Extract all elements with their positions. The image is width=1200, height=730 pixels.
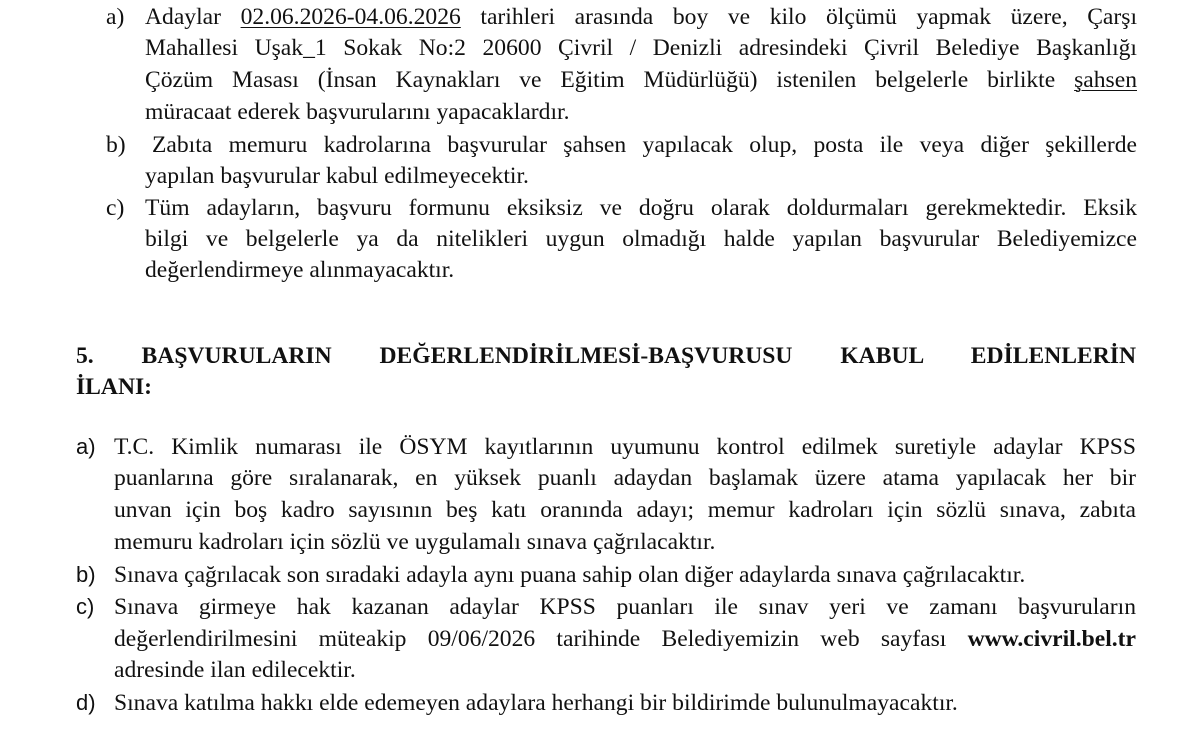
section-5-heading-line-1: 5. BAŞVURULARIN DEĞERLENDİRİLMESİ-BAŞVURUSU KABUL EDİLENLERİN [76, 343, 1136, 369]
item-5a-line-3: unvan için boş kadro sayısının beş katı oranında adayı; memur kadroları için sözlü sınava, zabıta [114, 497, 1136, 523]
item-4b-line-2: yapılan başvurular kabul edilmeyecektir. [145, 163, 529, 189]
item-4a-line-2: Mahallesi Uşak_1 Sokak No:2 20600 Çivril / Denizli adresindeki Çivril Belediye Başkanlığı [145, 35, 1137, 61]
item-5c-line-2: değerlendirilmesini müteakip 09/06/2026 tarihinde Belediyemizin web sayfası www.civril.bel.tr [114, 626, 1136, 652]
item-4a-marker: a) [106, 4, 125, 30]
sahsen-underlined: şahsen [1074, 67, 1137, 93]
item-5b-line-1: Sınava çağrılacak son sıradaki adayla aynı puana sahip olan diğer adaylarda sınava çağrılacaktır. [114, 562, 1026, 588]
item-4c-marker: c) [106, 195, 125, 221]
section-5-heading-line-2: İLANI: [76, 374, 153, 400]
item-5c-line-1: Sınava girmeye hak kazanan adaylar KPSS puanları ile sınav yeri ve zamanı başvuruların [114, 594, 1136, 620]
item-4c-line-3: değerlendirmeye alınmayacaktır. [145, 257, 455, 283]
item-4c-line-2: bilgi ve belgelerle ya da nitelikleri uygun olmadığı halde yapılan başvurular Belediyemizce [145, 226, 1137, 252]
item-5a-line-2: puanlarına göre sıralanarak, en yüksek puanlı adaydan başlamak üzere atama yapılacak her bir [114, 465, 1136, 491]
item-5b-marker: b) [76, 562, 96, 587]
item-4a-line-1: Adaylar 02.06.2026-04.06.2026 tarihleri arasında boy ve kilo ölçümü yapmak üzere, Çarşı [145, 4, 1137, 30]
item-5a-marker: a) [76, 434, 96, 459]
date-range: 02.06.2026-04.06.2026 [240, 4, 461, 30]
item-5a-line-4: memuru kadroları için sözlü ve uygulamalı sınava çağrılacaktır. [114, 529, 716, 555]
item-5a-line-1: T.C. Kimlik numarası ile ÖSYM kayıtlarının uyumunu kontrol edilmek suretiyle adaylar KPSS [114, 434, 1136, 460]
item-4a-line-4: müracaat ederek başvurularını yapacaklardır. [145, 99, 570, 125]
item-4b-line-1: Zabıta memuru kadrolarına başvurular şahsen yapılacak olup, posta ile veya diğer şekillerde [152, 132, 1137, 158]
item-5d-line-1: Sınava katılma hakkı elde edemeyen adaylara herhangi bir bildirimde bulunulmayacaktır. [114, 690, 958, 716]
item-5d-marker: d) [76, 690, 96, 715]
item-4c-line-1: Tüm adayların, başvuru formunu eksiksiz ve doğru olarak doldurmaları gerekmektedir. Eksik [145, 195, 1137, 221]
website-url: www.civril.bel.tr [967, 626, 1136, 652]
item-4b-marker: b) [106, 132, 126, 158]
item-5c-line-3: adresinde ilan edilecektir. [114, 657, 356, 683]
item-4a-line-3: Çözüm Masası (İnsan Kaynakları ve Eğitim Müdürlüğü) istenilen belgelerle birlikte şahsen [145, 67, 1137, 93]
item-5c-marker: c) [76, 594, 95, 619]
